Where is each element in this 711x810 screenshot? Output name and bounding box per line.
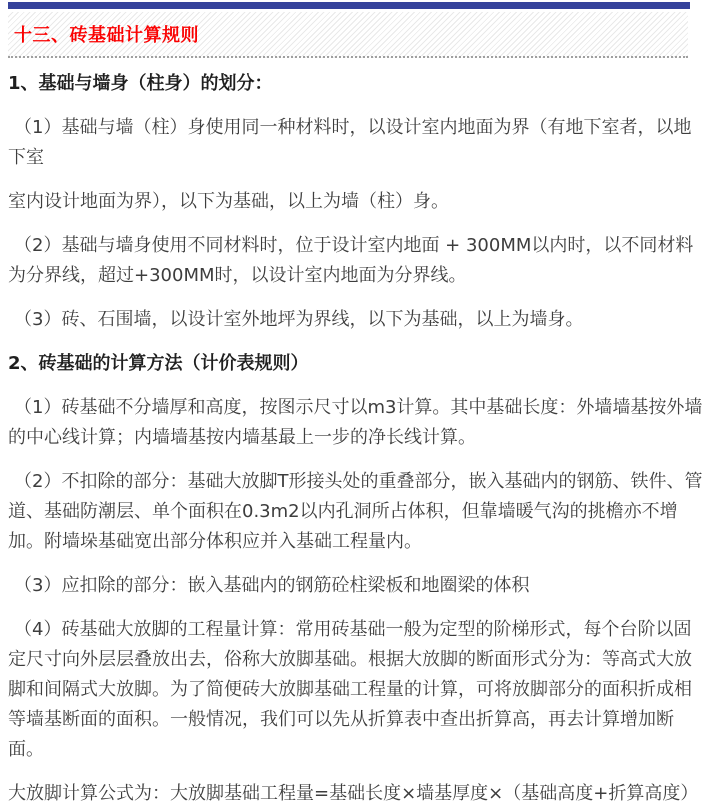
section-2-paragraph-4: （4）砖基础大放脚的工程量计算：常用砖基础一般为定型的阶梯形式，每个台阶以固定尺寸向外层层叠放出去，俗称大放脚基础。根据大放脚的断面形式分为：等高式大放脚和间隔式大放脚。为了简便砖大放脚基础工程量的计算，可将放脚部分的面积折成相等墙基断面的面积。一般情况，我们可以先从折算表中查出折算高，再去计算增加断面。 xyxy=(8,619,692,760)
article-title: 十三、砖基础计算规则 xyxy=(14,25,199,46)
formula-line: 大放脚计算公式为：大放脚基础工程量=基础长度×墙基厚度×（基础高度+折算高度） xyxy=(8,783,699,804)
top-accent-bar xyxy=(8,2,690,9)
section-1-paragraph-2: 室内设计地面为界），以下为基础，以上为墙（柱）身。 xyxy=(8,191,449,212)
section-1-paragraph-4: （3）砖、石围墙，以设计室外地坪为界线，以下为基础，以上为墙身。 xyxy=(14,309,584,330)
section-2-paragraph-3: （3）应扣除的部分：嵌入基础内的钢筋砼柱梁板和地圈梁的体积 xyxy=(14,575,530,596)
article-body xyxy=(0,58,711,809)
section-2-paragraph-1: （1）砖基础不分墙厚和高度，按图示尺寸以m3计算。其中基础长度：外墙墙基按外墙的中心线计算；内墙墙基按内墙基最上一步的净长线计算。 xyxy=(8,397,703,448)
section-1-paragraph-1: （1）基础与墙（柱）身使用同一种材料时，以设计室内地面为界（有地下室者，以地下室 xyxy=(8,117,692,168)
section-1-heading: 1、基础与墙身（柱身）的划分： xyxy=(8,73,273,94)
section-2-heading: 2、砖基础的计算方法（计价表规则） xyxy=(8,353,309,374)
article-header xyxy=(8,12,688,58)
section-2-paragraph-2: （2）不扣除的部分：基础大放脚T形接头处的重叠部分，嵌入基础内的钢筋、铁件、管道、基础防潮层、单个面积在0.3m2以内孔洞所占体积，但靠墙暖气沟的挑檐亦不增加。附墙垛基础宽出部分体积应并入基础工程量内。 xyxy=(8,471,703,552)
section-1-paragraph-3: （2）基础与墙身使用不同材料时，位于设计室内地面 + 300MM以内时，以不同材料为分界线，超过+300MM时，以设计室内地面为分界线。 xyxy=(8,235,694,286)
